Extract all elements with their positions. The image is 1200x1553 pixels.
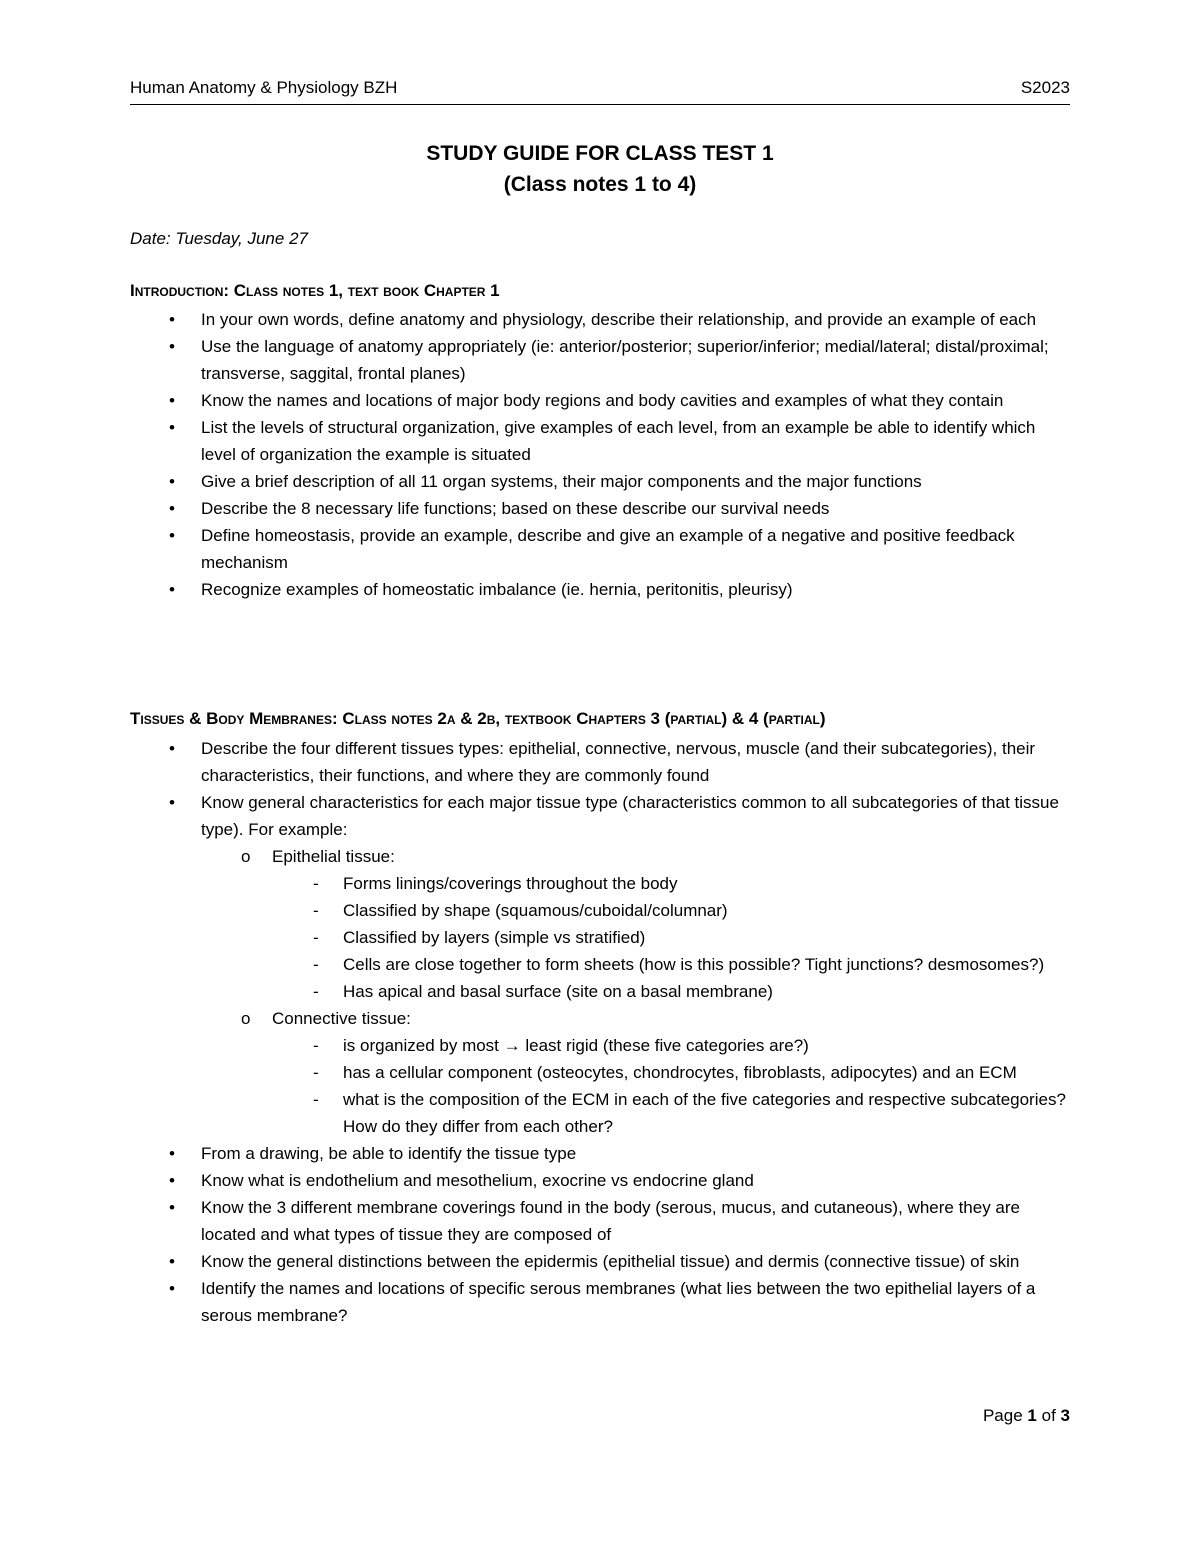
dash-item [272, 1032, 1070, 1059]
list-item [130, 1248, 1070, 1275]
list-item-text: Know the 3 different membrane coverings found in the body (serous, mucus, and cutaneous), where they are located and what types of tissue they are composed of [201, 1198, 1020, 1244]
dash-item-text: Forms linings/coverings throughout the body [343, 874, 678, 893]
dash-item [272, 1059, 1070, 1086]
list-item [130, 495, 1070, 522]
section-heading-tissues: Tissues & Body Membranes: Class notes 2a & 2b, textbook Chapters 3 (partial) & 4 (partial) [130, 709, 826, 728]
section-heading-introduction: Introduction: Class notes 1, text book Chapter 1 [130, 281, 500, 300]
dash-item [272, 870, 1070, 897]
dash-glyph: - [313, 901, 319, 920]
list-item [130, 789, 1070, 1140]
total-pages: 3 [1060, 1406, 1070, 1425]
circle-bullet-glyph: o [241, 847, 251, 866]
list-item-text: Describe the 8 necessary life functions; based on these describe our survival needs [201, 499, 830, 518]
dash-item [272, 978, 1070, 1005]
page-word: Page [982, 1406, 1023, 1425]
dash-item-text: is organized by most → least rigid (these five categories are?) [343, 1036, 809, 1055]
bullet-glyph: • [169, 337, 175, 356]
title-line-2: (Class notes 1 to 4) [503, 173, 697, 196]
bullet-glyph: • [169, 739, 175, 758]
dash-glyph: - [313, 1063, 319, 1082]
list-item-text: Know the general distinctions between the epidermis (epithelial tissue) and dermis (connective tissue) of skin [201, 1252, 1020, 1271]
page-number [983, 1406, 1070, 1426]
title-line-1: STUDY GUIDE FOR CLASS TEST 1 [426, 142, 774, 165]
bullet-glyph: • [169, 580, 175, 599]
bullet-glyph: • [169, 499, 175, 518]
list-item-text: In your own words, define anatomy and physiology, describe their relationship, and provide an example of each [201, 310, 1037, 329]
list-item [130, 333, 1070, 387]
list-item [130, 576, 1070, 603]
page-header [130, 78, 1070, 105]
list-item [130, 522, 1070, 576]
list-item-text: Know general characteristics for each major tissue type (characteristics common to all subcategories of that tissue type). For example: [201, 793, 1059, 839]
dash-glyph: - [313, 928, 319, 947]
circle-bullet-glyph: o [241, 1009, 251, 1028]
dash-glyph: - [313, 955, 319, 974]
list-item-text: Give a brief description of all 11 organ systems, their major components and the major functions [201, 472, 922, 491]
tissue-type-sublist [201, 843, 1070, 1140]
list-item [130, 735, 1070, 789]
list-item-text: Recognize examples of homeostatic imbalance (ie. hernia, peritonitis, pleurisy) [201, 580, 793, 599]
dash-item-text: Classified by shape (squamous/cuboidal/columnar) [343, 901, 728, 920]
dash-item [272, 924, 1070, 951]
dash-glyph: - [313, 982, 319, 1001]
document-title [130, 138, 1070, 200]
list-item-text: Know what is endothelium and mesothelium, exocrine vs endocrine gland [201, 1171, 754, 1190]
bullet-glyph: • [169, 1252, 175, 1271]
epithelial-dash-list [272, 870, 1070, 1005]
list-item-text: Describe the four different tissues types: epithelial, connective, nervous, muscle (and their subcategories), their characteristics, their functions, and where they are commonly found [201, 739, 1036, 785]
dash-item-text: has a cellular component (osteocytes, chondrocytes, fibroblasts, adipocytes) and an ECM [343, 1063, 1017, 1082]
list-item [130, 468, 1070, 495]
course-name: Human Anatomy & Physiology BZH [130, 78, 398, 97]
list-item-text: Know the names and locations of major body regions and body cavities and examples of what they contain [201, 391, 1004, 410]
list-item [130, 1167, 1070, 1194]
list-item-text: Define homeostasis, provide an example, describe and give an example of a negative and positive feedback mechanism [201, 526, 1015, 572]
dash-item-text: Cells are close together to form sheets (how is this possible? Tight junctions? desmosomes?) [343, 955, 1045, 974]
semester-code: S2023 [1020, 78, 1070, 97]
connective-dash-list [272, 1032, 1070, 1140]
dash-item [272, 897, 1070, 924]
dash-item-text: Has apical and basal surface (site on a basal membrane) [343, 982, 773, 1001]
dash-item-text: Classified by layers (simple vs stratified) [343, 928, 646, 947]
bullet-glyph: • [169, 310, 175, 329]
of-word: of [1041, 1406, 1056, 1425]
bullet-glyph: • [169, 1144, 175, 1163]
list-item [130, 1194, 1070, 1248]
dash-item-text: what is the composition of the ECM in each of the five categories and respective subcategories? How do they differ from each other? [343, 1090, 1066, 1136]
list-item-text: List the levels of structural organization, give examples of each level, from an example be able to identify which level of organization the example is situated [201, 418, 1036, 464]
bullet-glyph: • [169, 526, 175, 545]
list-item-text: Identify the names and locations of specific serous membranes (what lies between the two epithelial layers of a serous membrane? [201, 1279, 1036, 1325]
dash-glyph: - [313, 874, 319, 893]
bullet-glyph: • [169, 1171, 175, 1190]
introduction-bullet-list [130, 306, 1070, 603]
list-item [130, 1275, 1070, 1329]
dash-item [272, 951, 1070, 978]
bullet-glyph: • [169, 391, 175, 410]
list-item [130, 414, 1070, 468]
sublist-item-label: Connective tissue: [272, 1009, 411, 1028]
list-item [130, 1140, 1070, 1167]
bullet-glyph: • [169, 1198, 175, 1217]
dash-glyph: - [313, 1036, 319, 1055]
test-date: Date: Tuesday, June 27 [130, 229, 308, 248]
sublist-item-epithelial [201, 843, 1070, 1005]
dash-item [272, 1086, 1070, 1140]
bullet-glyph: • [169, 793, 175, 812]
sublist-item-label: Epithelial tissue: [272, 847, 395, 866]
tissues-bullet-list [130, 735, 1070, 1329]
list-item-text: Use the language of anatomy appropriately (ie: anterior/posterior; superior/inferior; medial/lateral; distal/proximal; transverse, saggital, frontal planes) [201, 337, 1049, 383]
bullet-glyph: • [169, 418, 175, 437]
list-item-text: From a drawing, be able to identify the tissue type [201, 1144, 577, 1163]
list-item [130, 306, 1070, 333]
dash-glyph: - [313, 1090, 319, 1109]
current-page: 1 [1027, 1406, 1037, 1425]
bullet-glyph: • [169, 1279, 175, 1298]
sublist-item-connective [201, 1005, 1070, 1140]
list-item [130, 387, 1070, 414]
bullet-glyph: • [169, 472, 175, 491]
